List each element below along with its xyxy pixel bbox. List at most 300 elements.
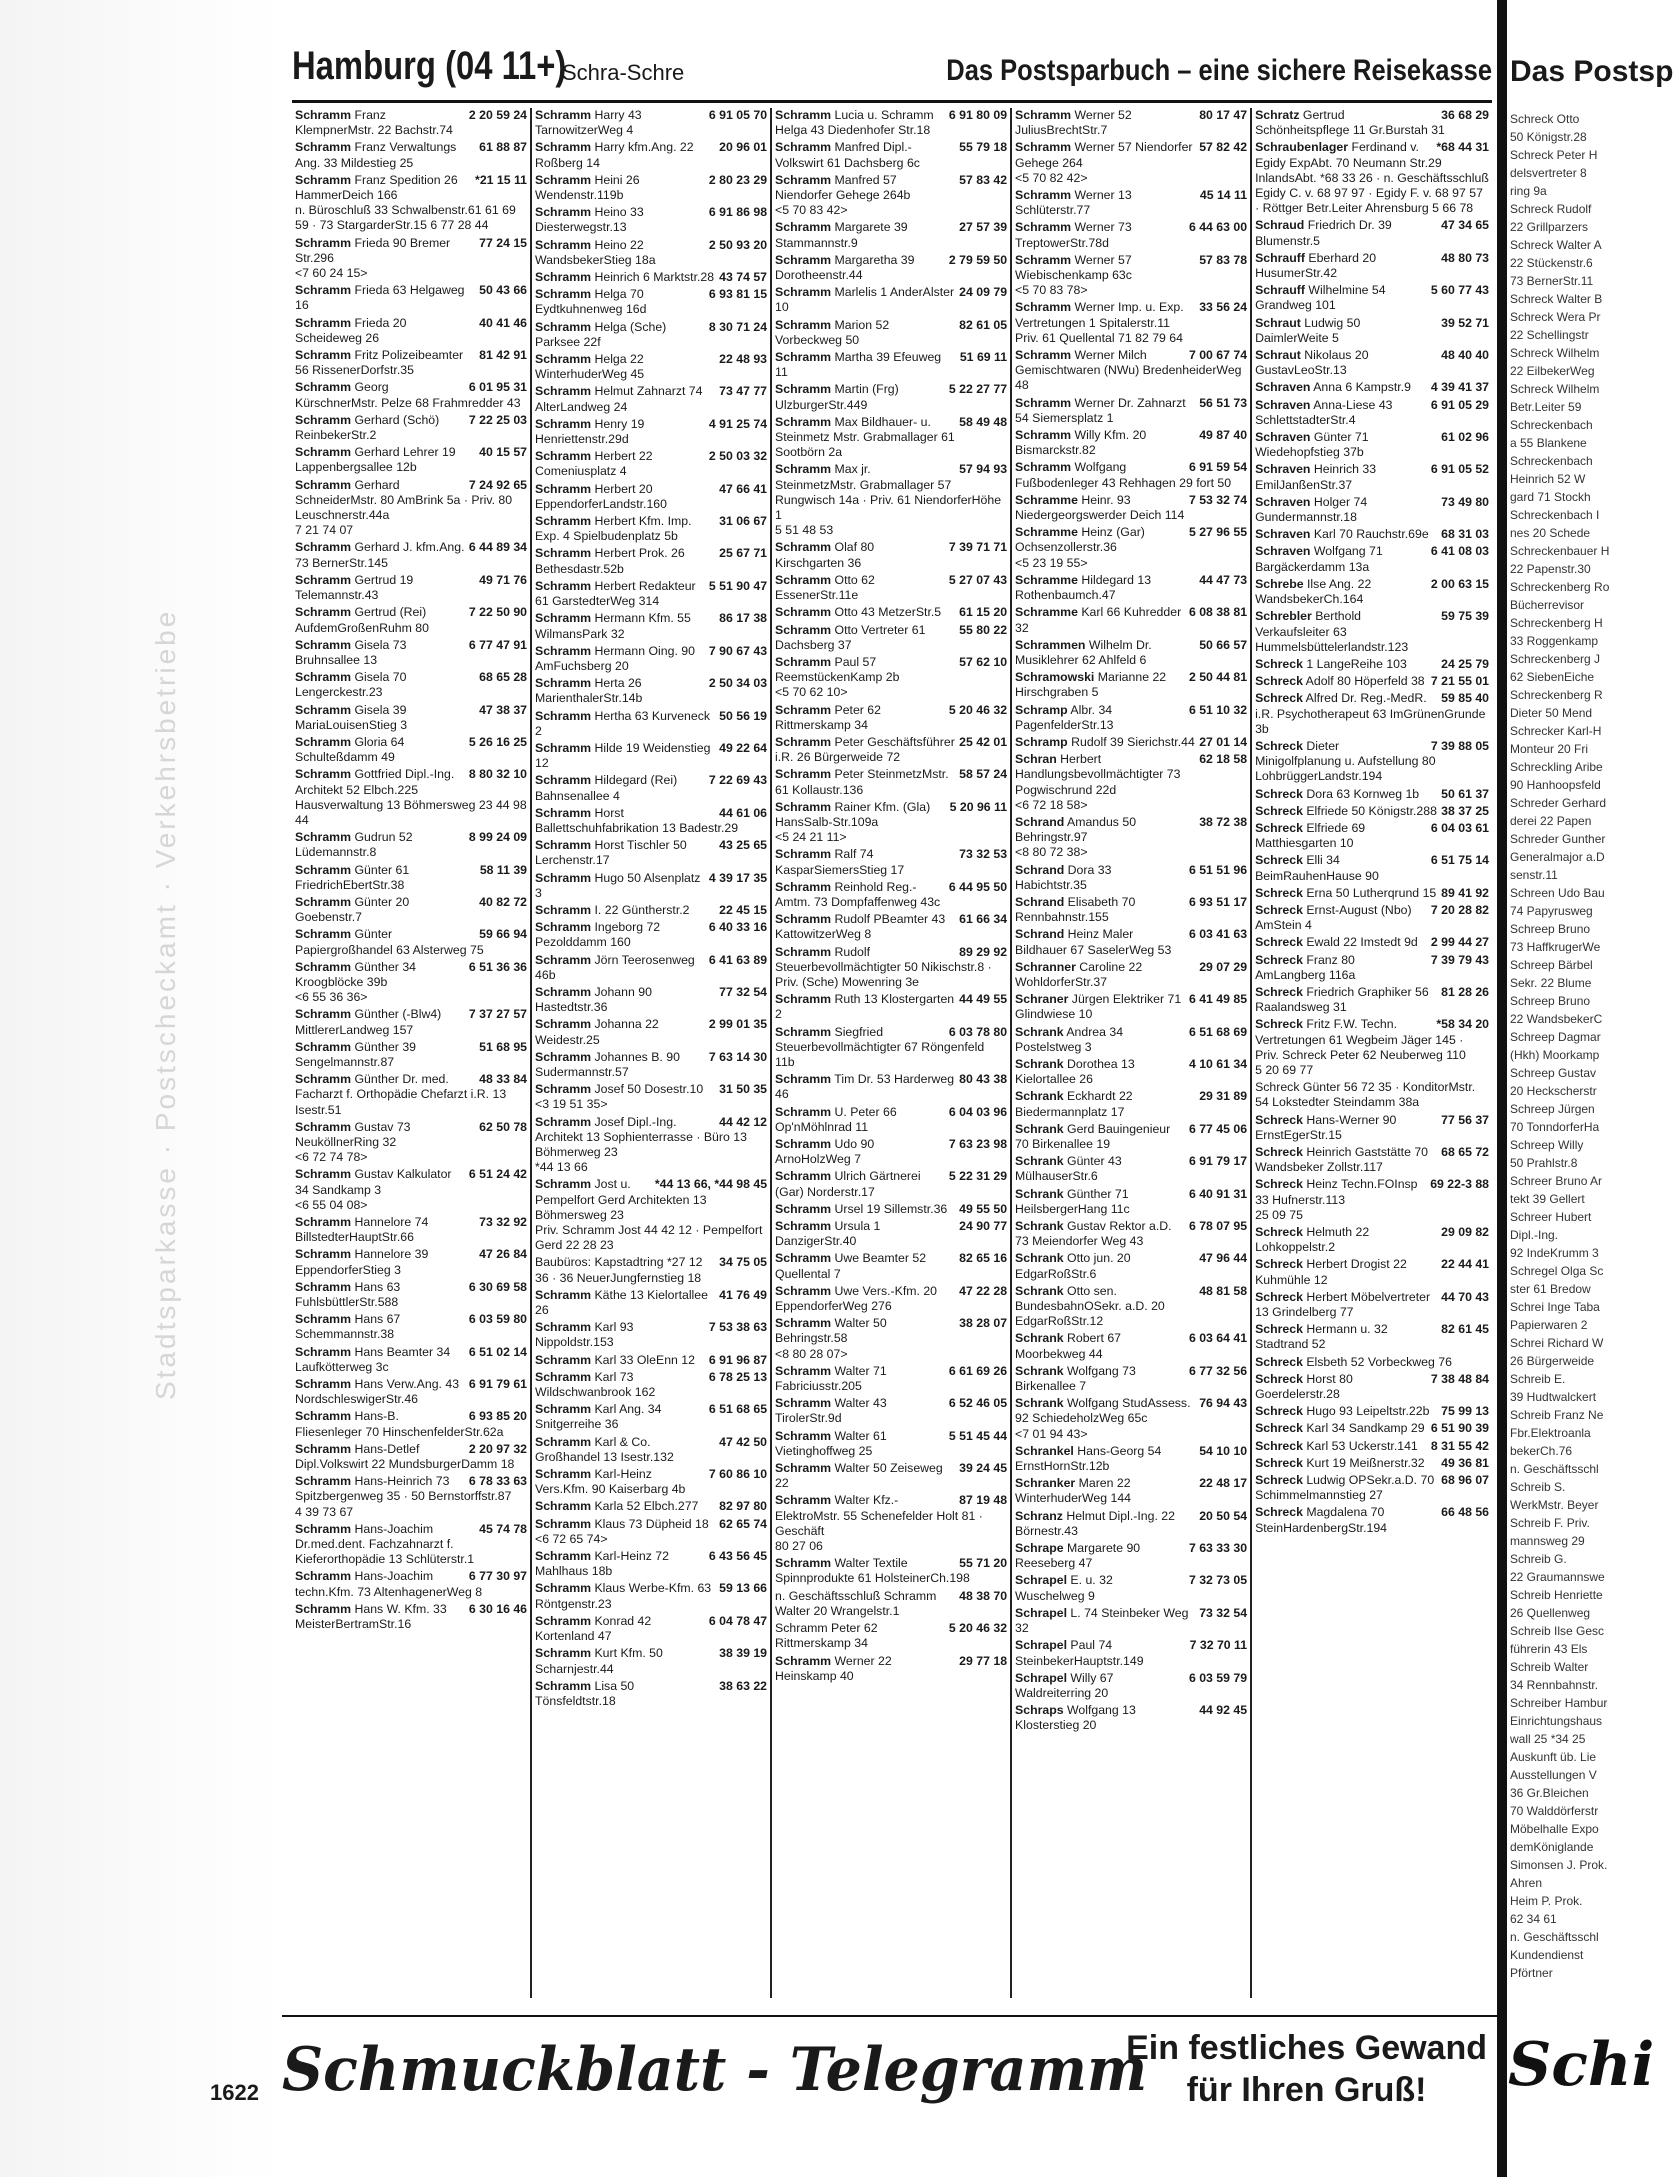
- next-page-line: 36 Gr.Bleichen: [1510, 1786, 1589, 1800]
- entry-details: Frieda 63 Helgaweg 16: [295, 283, 465, 313]
- entry-surname: Schreck: [1255, 786, 1303, 801]
- entry-phone: 61 66 34: [959, 912, 1008, 927]
- entry-details: Elsbeth 52 Vorbeckweg 76: [1306, 1354, 1452, 1369]
- directory-entry: [1015, 1476, 1247, 1506]
- entry-details: Tim Dr. 53 Harderweg 46: [775, 1072, 955, 1102]
- next-page-line: Schreck Wilhelm: [1510, 346, 1600, 360]
- entry-details: Werner 57 Niendorfer Gehege 264: [1015, 140, 1193, 170]
- entry-phone: 7 63 23 98: [948, 1137, 1008, 1151]
- next-page-line: Sekr. 22 Blume: [1510, 976, 1592, 990]
- next-page-line: 26 Quellenweg: [1510, 1606, 1591, 1620]
- entry-details: Herbert Möbelvertreter 13 Grindelberg 77: [1255, 1289, 1431, 1320]
- entry-surname: Schramm: [295, 702, 352, 717]
- directory-entry: [1255, 1372, 1489, 1402]
- next-page-line: Schreckenberg Ro: [1510, 580, 1610, 594]
- entry-surname: Schramm: [535, 384, 592, 399]
- entry-surname: Schrank: [1015, 1024, 1064, 1039]
- directory-entry: [1255, 1257, 1489, 1287]
- entry-surname: Schraud: [1255, 218, 1305, 233]
- entry-details: Helga 70 Eydtkuhnenweg 16d: [535, 287, 647, 317]
- directory-entry: [295, 1602, 527, 1632]
- directory-entry: [1015, 752, 1247, 813]
- entry-surname: Schramm: [775, 1251, 832, 1266]
- entry-surname: Schreck: [1255, 803, 1303, 818]
- entry-phone: 6 77 32 56: [1188, 1363, 1248, 1378]
- entry-details: Franz Verwaltungs Ang. 33 Mildestieg 25: [295, 140, 457, 170]
- entry-phone: 47 96 44: [1199, 1251, 1248, 1266]
- entry-details: Günter 43 MülhauserStr.6: [1015, 1154, 1122, 1184]
- entry-surname: Schramm: [1015, 348, 1072, 363]
- entry-details: Gisela 39 MariaLouisenStieg 3: [295, 702, 408, 732]
- directory-entry: [1015, 140, 1247, 186]
- directory-entry: [295, 1409, 527, 1439]
- entry-surname: Schramm: [295, 172, 352, 187]
- entry-phone: 80 43 38: [959, 1072, 1008, 1087]
- entry-details: Amandus 50 Behringstr.97: [1015, 814, 1137, 845]
- entry-phone: 57 94 93: [959, 462, 1008, 477]
- entry-surname: Schreck: [1255, 1505, 1303, 1520]
- directory-entry: [1015, 1331, 1247, 1361]
- directory-entry: [295, 1442, 527, 1472]
- directory-entry: [535, 903, 767, 918]
- entry-phone: 6 43 56 45: [708, 1549, 768, 1564]
- directory-entry: [1255, 1225, 1489, 1255]
- entry-surname: Schramm: [775, 572, 832, 587]
- entry-phone: 7 60 86 10: [708, 1467, 768, 1482]
- entry-phone: 51 68 95: [479, 1039, 528, 1054]
- directory-entry: [295, 445, 527, 475]
- entry-phone: 49 36 81: [1441, 1455, 1490, 1470]
- entry-phone: 44 61 06: [719, 805, 768, 820]
- entry-phone: 7 22 25 03: [468, 412, 528, 427]
- entry-phone: 68 65 28: [479, 670, 528, 685]
- entry-surname: Schramm: [535, 1287, 592, 1302]
- entry-phone: 43 74 57: [719, 270, 768, 285]
- entry-details: Gudrun 52 Lüdemannstr.8: [295, 830, 413, 860]
- entry-details: Schreck Günter 56 72 35 · KonditorMstr. 54 Lokstedter Steindamm 38a: [1255, 1080, 1476, 1110]
- directory-entry: [295, 1247, 527, 1277]
- directory-entry: [1015, 1638, 1247, 1668]
- directory-entry: [775, 220, 1007, 250]
- entry-details: Werner Dr. Zahnarzt 54 Siemersplatz 1: [1015, 395, 1186, 425]
- entry-phone: 82 97 80: [719, 1499, 768, 1514]
- entry-extra-line: Hausverwaltung 13 Böhmersweg 23 44 98 44: [295, 797, 527, 827]
- entry-phone: 49 87 40: [1199, 428, 1248, 443]
- entry-surname: Schreck: [1255, 1371, 1303, 1386]
- next-page-line: Schreep Bruno: [1510, 994, 1591, 1008]
- directory-entry: [1255, 1421, 1489, 1436]
- entry-details: Werner 57 Wiebischenkamp 63c: [1015, 252, 1132, 283]
- next-page-line: Simonsen J. Prok.: [1510, 1858, 1608, 1872]
- entry-surname: Schramm: [535, 1082, 592, 1097]
- directory-entry: [295, 478, 527, 539]
- entry-details: Rudolf 39 Sierichstr.44: [1071, 734, 1195, 749]
- entry-phone: 6 77 30 97: [468, 1569, 528, 1584]
- entry-details: Dora 33 Habichtstr.35: [1015, 862, 1112, 892]
- entry-phone: 59 75 39: [1441, 609, 1490, 624]
- entry-surname: Schramm: [295, 927, 352, 942]
- next-page-line: Schreib Franz Ne: [1510, 1408, 1604, 1422]
- entry-details: Lucia u. Schramm Helga 43 Diedenhofer Str.18: [775, 108, 934, 138]
- directory-entry: [775, 1284, 1007, 1314]
- directory-entry: [535, 287, 767, 317]
- entry-extra-line: InlandsAbt. *68 33 26 · n. Geschäftsschluß Egidy C. v. 68 97 97 · Egidy F. v. 68 97 57 · Röttger Betr.Leiter Ahrensburg 5 66 78: [1255, 170, 1489, 216]
- entry-details: Karl 93 Nippoldstr.153: [535, 1320, 634, 1350]
- entry-details: Johannes B. 90 Sudermannstr.57: [535, 1049, 680, 1079]
- directory-entry: [535, 709, 767, 739]
- entry-surname: Schramm: [775, 1072, 832, 1087]
- entry-phone: 45 74 78: [479, 1521, 528, 1536]
- directory-entry: [1015, 1364, 1247, 1394]
- entry-surname: Schramm: [535, 643, 592, 658]
- entry-surname: Schramm: [295, 235, 352, 250]
- entry-details: Herbert Drogist 22 Kuhmühle 12: [1255, 1257, 1407, 1287]
- entry-details: Andrea 34 Postelstweg 3: [1015, 1024, 1124, 1054]
- entry-phone: 6 91 05 29: [1430, 397, 1490, 412]
- entry-surname: Schramm: [775, 799, 832, 814]
- directory-entry: [295, 140, 527, 170]
- next-page-line: a 55 Blankene: [1510, 436, 1587, 450]
- entry-extra-line: <6 72 74 78>: [295, 1150, 368, 1165]
- entry-phone: 7 38 48 84: [1430, 1371, 1490, 1386]
- next-page-line: Schreder Gunther: [1510, 832, 1606, 846]
- directory-entry: [775, 1654, 1007, 1684]
- directory-entry: [1015, 960, 1247, 990]
- entry-surname: Schramm: [535, 1177, 592, 1192]
- entry-surname: Schramp: [1015, 702, 1068, 717]
- entry-details: Alfred Dr. Reg.-MedR. i.R. Psychotherapeut 63 ImGrünenGrunde 3b: [1255, 691, 1486, 736]
- entry-details: Gerhard J. kfm.Ang. 73 BernerStr.145: [295, 540, 465, 570]
- entry-details: Gustav 73 NeuköllnerRing 32: [295, 1119, 411, 1149]
- entry-phone: 6 52 46 05: [948, 1396, 1008, 1411]
- entry-details: Karl 53 Uckerstr.141: [1306, 1438, 1418, 1453]
- next-page-header: Das Postsp: [1510, 55, 1673, 88]
- entry-surname: Schrand: [1015, 894, 1065, 909]
- directory-entry: [535, 1614, 767, 1644]
- entry-details: Martha 39 Efeuweg 11: [775, 350, 942, 380]
- entry-details: Peter SteinmetzMstr. 61 Kollaustr.136: [775, 767, 949, 797]
- entry-surname: Schramm: [295, 1215, 352, 1230]
- entry-details: Margarete 39 Stammannstr.9: [775, 220, 908, 250]
- entry-details: Gustav Kalkulator 34 Sandkamp 3: [295, 1167, 452, 1197]
- directory-entry: [295, 573, 527, 603]
- entry-details: Herta 26 MarienthalerStr.14b: [535, 676, 643, 706]
- entry-details: Hans-Joachim techn.Kfm. 73 AltenhagenerWeg 8: [295, 1569, 483, 1599]
- entry-details: Johann 90 Hastedtstr.36: [535, 984, 652, 1015]
- entry-details: Otto 43 MetzerStr.5: [834, 605, 942, 620]
- entry-details: Günther 71 HeilsbergerHang 11c: [1015, 1186, 1130, 1216]
- entry-surname: Schrank: [1015, 1251, 1064, 1266]
- directory-entry: [775, 462, 1007, 538]
- entry-details: Günter 20 Goebenstr.7: [295, 894, 410, 925]
- entry-surname: Schrape: [1015, 1541, 1064, 1556]
- directory-entry: [1255, 380, 1489, 395]
- entry-phone: 58 57 24: [959, 767, 1008, 782]
- entry-surname: Schramm: [535, 319, 592, 334]
- directory-entry: [775, 1461, 1007, 1491]
- directory-entry: [1015, 863, 1247, 893]
- directory-entry: [535, 1402, 767, 1432]
- entry-phone: 27 01 14: [1199, 734, 1248, 749]
- entry-details: Franz 80 AmLangberg 116a: [1255, 952, 1356, 982]
- directory-entry: [1015, 670, 1247, 700]
- next-page-line: Schreckenberg R: [1510, 688, 1603, 702]
- entry-surname: Schramm: [1015, 428, 1072, 443]
- entry-phone: 6 91 79 17: [1188, 1154, 1248, 1169]
- next-page-line: Schreep Bruno: [1510, 922, 1591, 936]
- entry-details: Heinrich 6 Marktstr.28: [594, 270, 715, 285]
- entry-surname: Schramm: [535, 514, 592, 529]
- entry-details: Herbert 22 Comeniusplatz 4: [535, 449, 653, 479]
- entry-phone: 48 38 70: [959, 1588, 1008, 1603]
- next-page-line: mannsweg 29: [1510, 1534, 1585, 1548]
- entry-details: Walter 61 Vietinghoffweg 25: [775, 1428, 887, 1458]
- next-page-line: Schreck Wilhelm: [1510, 382, 1600, 396]
- entry-details: Jörn Teerosenweg 46b: [535, 952, 695, 982]
- advert-tagline: [1126, 2027, 1487, 2111]
- entry-details: Ferdinand v. Egidy ExpAbt. 70 Neumann Str.29: [1255, 140, 1442, 170]
- directory-entry: [295, 1522, 527, 1568]
- entry-surname: Schramm: [295, 830, 352, 845]
- entry-surname: Schrank: [1015, 1283, 1064, 1298]
- next-page-line: 90 Hanhoopsfeld: [1510, 778, 1601, 792]
- entry-details: Martin (Frg) UlzburgerStr.449: [775, 382, 899, 412]
- directory-entry: [1255, 283, 1489, 313]
- next-page-line: Auskunft üb. Lie: [1510, 1750, 1597, 1764]
- entry-phone: *21 15 11: [475, 172, 528, 187]
- entry-details: Marlelis 1 AnderAlster 10: [775, 285, 955, 315]
- next-page-line: führerin 43 Els: [1510, 1642, 1588, 1656]
- entry-surname: Schramm: [535, 1320, 592, 1335]
- entry-surname: Schramm: [535, 676, 592, 691]
- entry-phone: 47 26 84: [479, 1247, 528, 1262]
- next-page-line: Schreib S.: [1510, 1480, 1566, 1494]
- next-page-line: 73 HaffkrugerWe: [1510, 940, 1601, 954]
- next-page-line: 74 Papyrusweg: [1510, 904, 1593, 918]
- directory-entry: [1255, 739, 1489, 785]
- next-page-line: Möbelhalle Expo: [1510, 1822, 1599, 1836]
- entry-phone: 6 93 85 20: [468, 1409, 528, 1424]
- directory-entry: [1255, 853, 1489, 883]
- directory-column-1: [292, 108, 532, 1998]
- entry-details: Heino 22 WandsbekerStieg 18a: [535, 237, 656, 267]
- entry-phone: 59 13 66: [719, 1581, 768, 1596]
- entry-details: Heino 33 Diesterwegstr.13: [535, 205, 644, 235]
- entry-details: L. 74 Steinbeker Weg 32: [1015, 1605, 1189, 1636]
- directory-entry: [1015, 525, 1247, 571]
- entry-phone: 6 30 16 46: [468, 1601, 528, 1616]
- directory-entry: [1015, 1089, 1247, 1119]
- directory-entry: [295, 1569, 527, 1599]
- entry-phone: 68 65 72: [1441, 1145, 1490, 1159]
- entry-phone: 82 61 05: [959, 317, 1008, 332]
- entry-phone: 2 99 44 27: [1430, 935, 1490, 950]
- entry-phone: 2 79 59 50: [948, 252, 1008, 267]
- entry-surname: Schrauff: [1255, 250, 1305, 265]
- entry-surname: Schramm: [775, 252, 832, 267]
- entry-surname: Schramowski: [1015, 670, 1095, 685]
- entry-surname: Schrank: [1015, 1219, 1064, 1234]
- entry-surname: Schramm: [775, 1653, 832, 1668]
- next-page-line: 22 EilbekerWeg: [1510, 364, 1595, 378]
- next-page-line: 73 BernerStr.11: [1510, 274, 1594, 288]
- entry-surname: Schramm: [295, 959, 352, 974]
- next-page-line: nes 20 Schede: [1510, 526, 1591, 540]
- directory-entry: [775, 1429, 1007, 1459]
- entry-phone: 59 85 40: [1441, 691, 1490, 706]
- entry-surname: Schramm: [535, 902, 592, 917]
- entry-surname: Schramm: [295, 315, 352, 330]
- directory-entry: [775, 1251, 1007, 1281]
- directory-entry: [1255, 1017, 1489, 1078]
- entry-surname: Schramm: [775, 108, 832, 122]
- directory-column-2: [532, 108, 772, 1998]
- entry-details: Karl-Heinz Vers.Kfm. 90 Kaiserbarg 4b: [535, 1467, 686, 1497]
- directory-entry: [535, 1581, 767, 1611]
- entry-details: Nikolaus 20 GustavLeoStr.13: [1255, 348, 1369, 378]
- entry-details: Hans-Detlef Dipl.Volkswirt 22 MundsburgerDamm 18: [295, 1441, 515, 1472]
- directory-entry: [1015, 1396, 1247, 1442]
- entry-details: Hans-Heinrich 73 Spitzbergenweg 35 · 50 Bernstorffstr.87: [295, 1474, 512, 1504]
- entry-details: Ulrich Gärtnerei (Gar) Norderstr.17: [775, 1169, 921, 1199]
- entry-phone: 76 94 43: [1199, 1396, 1248, 1411]
- directory-entry: [295, 1312, 527, 1342]
- directory-entry: [295, 1072, 527, 1118]
- directory-entry: [1255, 527, 1489, 542]
- next-page-line: ster 61 Bredow: [1510, 1282, 1591, 1296]
- next-page-line: 22 Stückenstr.6: [1510, 256, 1593, 270]
- entry-surname: Schreck: [1255, 1177, 1303, 1192]
- directory-entry: [535, 1288, 767, 1318]
- entry-details: Hilde 19 Weidenstieg 12: [535, 740, 711, 771]
- directory-entry: [1255, 903, 1489, 933]
- entry-phone: 2 99 01 35: [708, 1017, 768, 1032]
- entry-details: Hans Verw.Ang. 43 NordschleswigerStr.46: [295, 1377, 460, 1407]
- entry-extra-line: 80 27 06: [775, 1539, 823, 1554]
- entry-phone: *68 44 31: [1436, 140, 1490, 155]
- entry-phone: 5 60 77 43: [1430, 283, 1490, 298]
- entry-phone: 4 39 17 35: [708, 870, 768, 885]
- entry-surname: Schramm: [535, 1402, 592, 1417]
- entry-phone: 77 24 15: [479, 235, 528, 250]
- entry-details: Ernst-August (Nbo) AmStein 4: [1255, 902, 1412, 933]
- entry-details: Lisa 50 Tönsfeldtstr.18: [535, 1678, 635, 1708]
- entry-surname: Schramm: [295, 734, 352, 749]
- entry-details: Hermann u. 32 Stadtrand 52: [1255, 1322, 1388, 1352]
- advert-tagline-line2: für Ihren Gruß!: [1186, 2071, 1427, 2109]
- directory-entry: [1015, 493, 1247, 523]
- entry-extra-line: KlempnerMstr. 22 Bachstr.74: [295, 123, 453, 138]
- entry-surname: Schramm: [775, 654, 832, 669]
- entry-details: Max jr. SteinmetzMstr. Grabmallager 57 Rungwisch 14a · Priv. 61 NiendorferHöhe 1: [775, 462, 1002, 523]
- entry-surname: Schramm: [535, 578, 592, 593]
- entry-surname: Schreck: [1255, 674, 1303, 689]
- entry-surname: Schreck: [1255, 1455, 1303, 1470]
- entry-surname: Schramm: [535, 740, 592, 755]
- entry-details: Gerhard (Schö) ReinbekerStr.2: [295, 412, 440, 443]
- entry-phone: 6 40 91 31: [1188, 1186, 1248, 1201]
- directory-column-4: [1012, 108, 1252, 1998]
- entry-phone: 7 22 69 43: [708, 773, 768, 788]
- entry-phone: 61 02 96: [1441, 430, 1490, 445]
- next-page-line: Schregel Olga Sc: [1510, 1264, 1604, 1278]
- directory-entry: [1255, 1355, 1489, 1370]
- entry-surname: Schramm: [535, 270, 592, 285]
- entry-surname: Schraven: [1255, 494, 1311, 509]
- entry-phone: 6 51 02 14: [468, 1344, 528, 1359]
- entry-details: Hans 63 FuhlsbüttlerStr.588: [295, 1279, 401, 1310]
- entry-phone: 80 17 47: [1199, 108, 1248, 122]
- entry-details: Käthe 13 Kielortallee 26: [535, 1287, 708, 1318]
- entry-phone: 7 24 92 65: [468, 477, 528, 492]
- entry-phone: 6 03 78 80: [948, 1024, 1008, 1039]
- entry-phone: 50 56 19: [719, 708, 768, 723]
- entry-details: Franz: [354, 108, 386, 122]
- entry-surname: Schrapel: [1015, 1638, 1067, 1653]
- next-page-line: Ahren: [1510, 1876, 1543, 1890]
- entry-phone: 4 39 41 37: [1430, 380, 1490, 395]
- entry-details: I. 22 Güntherstr.2: [594, 902, 690, 917]
- entry-phone: 6 77 47 91: [468, 637, 528, 652]
- entry-details: Fritz Polizeibeamter 56 RissenerDorfstr.35: [295, 348, 464, 378]
- entry-phone: 2 80 23 29: [708, 172, 768, 187]
- entry-details: Herbert Kfm. Imp. Exp. 4 Spielbudenplatz 5b: [535, 514, 692, 544]
- next-page-line: Schreiber Hambur: [1510, 1696, 1608, 1710]
- entry-phone: 5 20 46 32: [948, 1621, 1008, 1636]
- directory-entry: [535, 1050, 767, 1080]
- entry-phone: 38 72 38: [1199, 814, 1248, 829]
- entry-phone: 25 42 01: [959, 734, 1008, 749]
- entry-surname: Schrammen: [1015, 637, 1086, 652]
- entry-phone: 25 67 71: [719, 546, 768, 561]
- entry-surname: Schrank: [1015, 1363, 1064, 1378]
- directory-entry: [1255, 398, 1489, 428]
- entry-details: Werner 22 Heinskamp 40: [775, 1653, 892, 1683]
- directory-entry: [775, 382, 1007, 412]
- entry-phone: 7 32 70 11: [1189, 1638, 1248, 1653]
- entry-surname: Schramm: [295, 477, 352, 492]
- entry-details: Wilhelm Dr. Musiklehrer 62 Ahlfeld 6: [1015, 637, 1152, 667]
- directory-entry: [1015, 460, 1247, 490]
- entry-phone: 62 18 58: [1199, 752, 1248, 767]
- entry-details: Peter Geschäftsführer i.R. 26 Bürgerweide 72: [775, 734, 955, 765]
- entry-phone: 73 32 92: [479, 1215, 528, 1230]
- entry-details: Gertrud Schönheitspflege 11 Gr.Burstah 31: [1255, 108, 1445, 138]
- entry-details: Klaus 73 Düpheid 18: [594, 1516, 709, 1531]
- next-page-line: Schreck Walter B: [1510, 292, 1603, 306]
- entry-details: Hans W. Kfm. 33 MeisterBertramStr.16: [295, 1601, 447, 1632]
- entry-phone: 8 30 71 24: [708, 319, 768, 334]
- next-page-line: Schreckling Aribe: [1510, 760, 1603, 774]
- next-page-line: Schreib F. Priv.: [1510, 1516, 1590, 1530]
- directory-entry: [295, 540, 527, 570]
- next-page-line: WerkMstr. Beyer: [1510, 1498, 1599, 1512]
- entry-phone: 22 48 17: [1199, 1476, 1248, 1491]
- entry-surname: Schramm: [535, 1613, 592, 1628]
- entry-phone: 6 30 69 58: [468, 1279, 528, 1294]
- entry-details: Baubüros: Kapstadtring *27 12 36 · 36 NeuerJungfernstieg 18: [535, 1255, 703, 1285]
- next-page-line: Schreep Willy: [1510, 1138, 1584, 1152]
- entry-details: Helga (Sche) Parksee 22f: [535, 319, 667, 349]
- directory-entry: [1015, 1187, 1247, 1217]
- entry-surname: Schrebe: [1255, 576, 1304, 591]
- entry-surname: Schramm: [535, 1499, 592, 1514]
- entry-phone: 77 32 54: [719, 984, 768, 999]
- entry-surname: Schramm: [535, 773, 592, 788]
- entry-details: Walter Kfz.-ElektroMstr. 55 Schenefelder Holt 81 · Geschäft: [775, 1493, 983, 1538]
- entry-surname: Schrank: [1015, 1089, 1064, 1104]
- entry-phone: 5 20 46 32: [948, 702, 1008, 717]
